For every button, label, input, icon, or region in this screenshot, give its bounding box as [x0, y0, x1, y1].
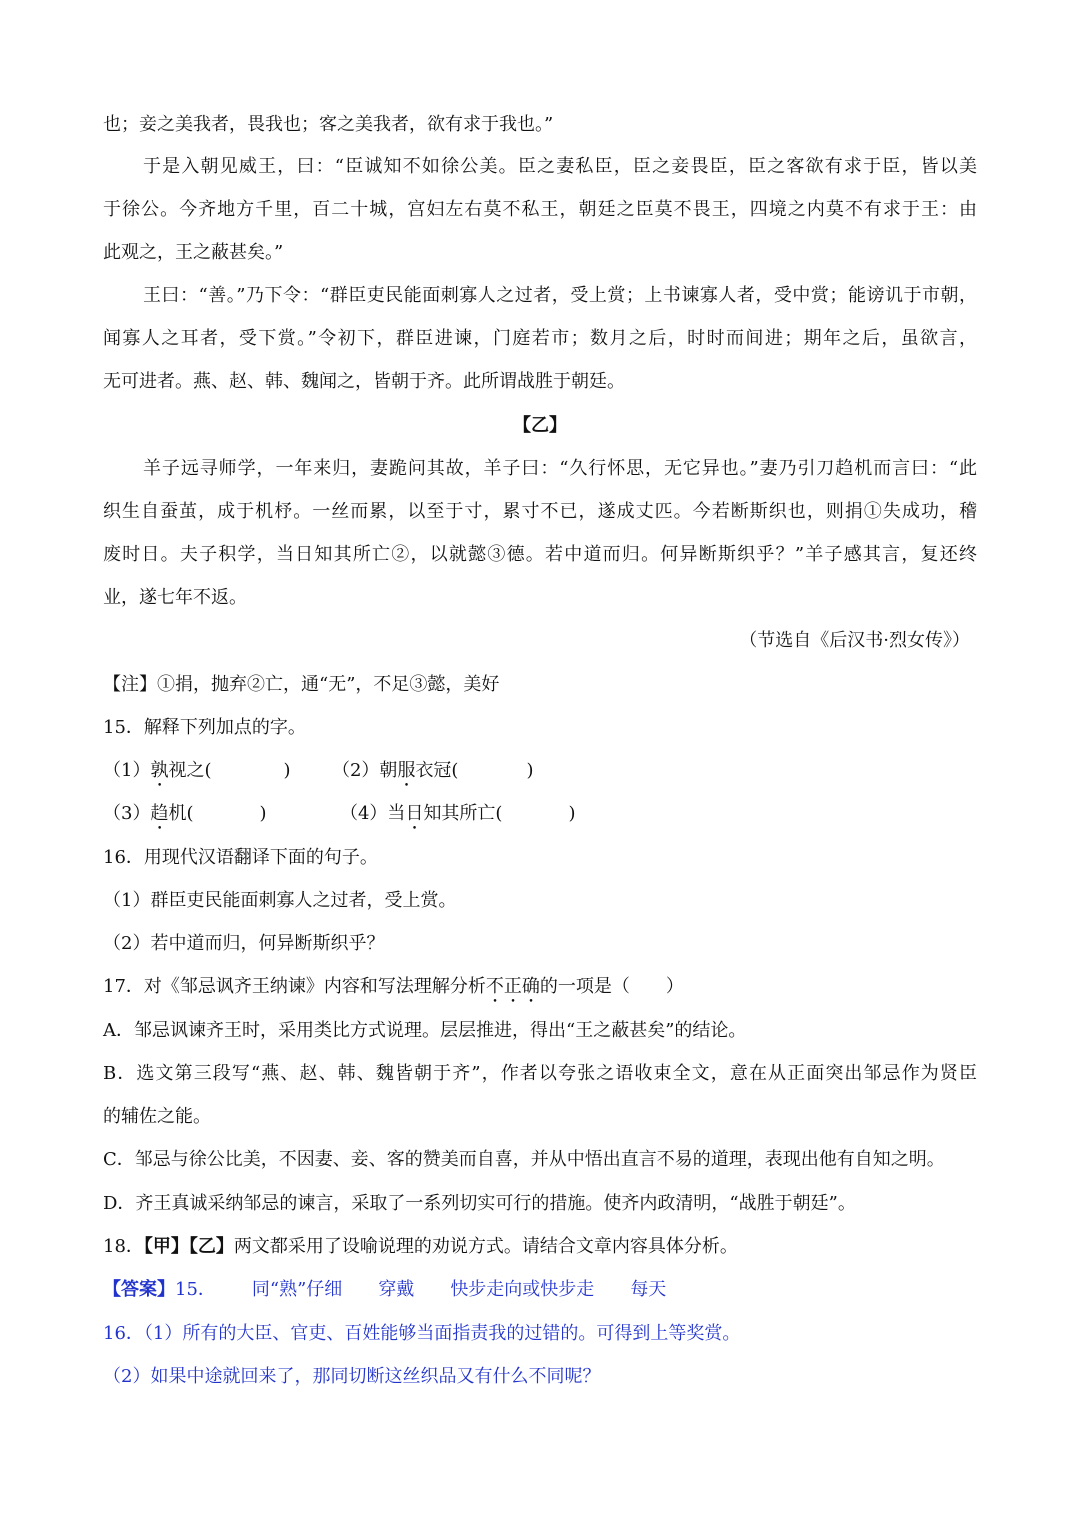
passage-yi-line: 羊子远寻师学，一年来归，妻跪问其故，羊子曰：“久行怀思，无它异也。”妻乃引刀趋机而言曰：“此	[143, 458, 977, 479]
q16-stem: 16．用现代汉语翻译下面的句子。	[103, 847, 378, 868]
answer-q15: 【答案】15． 同“熟”仔细 穿戴 快步走向或快步走 每天	[103, 1279, 667, 1300]
q17-option-b-cont: 的辅佐之能。	[103, 1106, 211, 1127]
passage-yi-line: 废时日。夫子积学，当日知其所亡②，以就懿③德。若中道而归。何异断斯织乎？”羊子感其言，复还终	[103, 544, 977, 565]
passage-yi-line: 业，遂七年不返。	[103, 587, 247, 608]
q15-item-3: （3）趋机( )	[103, 803, 267, 824]
q17-option-c: C．邹忌与徐公比美，不因妻、妾、客的赞美而自喜，并从中悟出直言不易的道理，表现出他有自知之明。	[103, 1149, 945, 1170]
q15-item-1: （1）孰视之( )	[103, 760, 291, 781]
q17-option-b: B．选文第三段写“燕、赵、韩、魏皆朝于齐”，作者以夸张之语收束全文，意在从正面突出邹忌作为贤臣	[103, 1063, 977, 1084]
passage-jia-line: 王曰：“善。”乃下令：“群臣吏民能面刺寡人之过者，受上赏；上书谏寡人者，受中赏；能谤讥于市朝，	[143, 285, 977, 306]
passage-jia-line: 闻寡人之耳者，受下赏。”令初下，群臣进谏，门庭若市；数月之后，时时而间进；期年之后，虽欲言，	[103, 328, 977, 349]
answer-label: 【答案】	[103, 1279, 175, 1300]
passage-source: （节选自《后汉书·烈女传》）	[739, 630, 970, 651]
q17-option-d: D．齐王真诚采纳邹忌的谏言，采取了一系列切实可行的措施。使齐内政清明，“战胜于朝廷”。	[103, 1193, 856, 1214]
q15-item-4: （4）当日知其所亡( )	[339, 803, 576, 824]
q16-sentence-2: （2）若中道而归，何异断斯织乎？	[103, 933, 385, 954]
q18-stem: 18．【甲】【乙】两文都采用了设喻说理的劝说方式。请结合文章内容具体分析。	[103, 1236, 738, 1257]
passage-yi-heading: 【乙】	[513, 415, 567, 436]
q17-stem: 17．对《邹忌讽齐王纳谏》内容和写法理解分析不正确的一项是（ ）	[103, 976, 684, 997]
passage-note: 【注】①捐，抛弃②亡，通“无”，不足③懿，美好	[103, 674, 500, 695]
q15-item-2: （2）朝服衣冠( )	[331, 760, 534, 781]
q17-option-a: A．邹忌讽谏齐王时，采用类比方式说理。层层推进，得出“王之蔽甚矣”的结论。	[103, 1020, 747, 1041]
passage-yi-line: 织生自蚕茧，成于机杼。一丝而累，以至于寸，累寸不已，遂成丈匹。今若断斯织也，则捐①失成功，稽	[103, 501, 977, 522]
passage-jia-line: 无可进者。燕、赵、韩、魏闻之，皆朝于齐。此所谓战胜于朝廷。	[103, 371, 625, 392]
passage-jia-line: 也；妾之美我者，畏我也；客之美我者，欲有求于我也。”	[103, 114, 554, 135]
answer-q15-3: 快步走向或快步走	[450, 1279, 595, 1300]
answer-q16-2: （2）如果中途就回来了，那同切断这丝织品又有什么不同呢？	[103, 1366, 601, 1387]
answer-q15-2: 穿戴	[378, 1279, 415, 1300]
q15-row-1	[103, 759, 534, 791]
answer-q15-4: 每天	[630, 1279, 667, 1300]
answer-q16-1: 16．（1）所有的大臣、官吏、百姓能够当面指责我的过错的。可得到上等奖赏。	[103, 1323, 741, 1344]
q15-row-2	[103, 802, 576, 834]
q16-sentence-1: （1）群臣吏民能面刺寡人之过者，受上赏。	[103, 890, 457, 911]
passage-jia-line: 于徐公。今齐地方千里，百二十城，宫妇左右莫不私王，朝廷之臣莫不畏王，四境之内莫不有求于王：由	[103, 199, 977, 220]
passage-jia-line: 于是入朝见威王，曰：“臣诚知不如徐公美。臣之妻私臣，臣之妾畏臣，臣之客欲有求于臣，皆以美	[143, 156, 977, 177]
q15-stem: 15．解释下列加点的字。	[103, 717, 306, 738]
answer-q15-1: 同“熟”仔细	[251, 1279, 343, 1300]
passage-jia-line: 此观之，王之蔽甚矣。”	[103, 242, 284, 263]
